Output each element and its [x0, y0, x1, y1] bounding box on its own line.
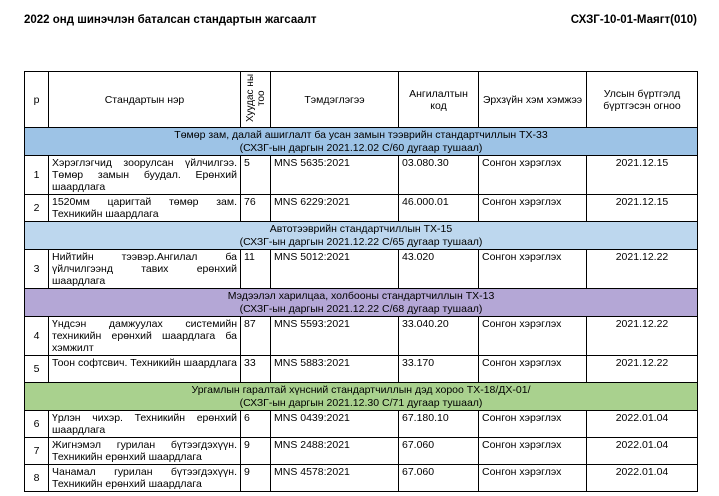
row-pages: 9 — [241, 465, 271, 492]
row-no: 4 — [25, 317, 49, 356]
row-name: Үндсэн дамжуулах системийн техникийн ерөнхий шаардлага ба хэмжилт — [49, 317, 241, 356]
row-pages: 5 — [241, 156, 271, 195]
section-order: (СХЗГ-ын даргын 2021.12.30 С/71 дугаар тушаал) — [239, 396, 483, 409]
row-name: Хэрэглэгчид зоорулсан үйлчилгээ. Төмөр замын буудал. Ерөнхий шаардлага — [49, 156, 241, 195]
row-name: Тоон софтсвич. Техникийн шаардлага — [49, 356, 241, 383]
row-classification: 33.040.20 — [399, 317, 479, 356]
section-title: Мэдээлэл харилцаа, холбооны стандартчиллын ТХ-13 — [227, 290, 495, 302]
row-designation: MNS 5012:2021 — [271, 250, 399, 289]
section-order: (СХЗГ-ын даргын 2021.12.22 С/68 дугаар тушаал) — [239, 302, 483, 315]
row-designation: MNS 6229:2021 — [271, 195, 399, 222]
row-classification: 46.000.01 — [399, 195, 479, 222]
row-classification: 03.080.30 — [399, 156, 479, 195]
row-pages: 6 — [241, 411, 271, 438]
section-title: Ургамлын гаралтай хүнсний стандартчиллын дэд хороо ТХ-18/ДХ-01/ — [191, 384, 531, 396]
row-registered: 2021.12.22 — [587, 250, 698, 289]
col-header-no: р — [25, 72, 49, 128]
row-no: 1 — [25, 156, 49, 195]
row-scope: Сонгон хэрэглэх — [479, 195, 587, 222]
row-scope: Сонгон хэрэглэх — [479, 250, 587, 289]
row-registered: 2022.01.04 — [587, 465, 698, 492]
row-classification: 67.180.10 — [399, 411, 479, 438]
row-no: 3 — [25, 250, 49, 289]
row-scope: Сонгон хэрэглэх — [479, 411, 587, 438]
col-header-name: Стандартын нэр — [49, 72, 241, 128]
document-title: 2022 онд шинэчлэн баталсан стандартын жагсаалт — [24, 14, 317, 26]
col-header-registered: Улсын бүртгэлд бүртгэсэн огноо — [587, 72, 698, 128]
row-no: 6 — [25, 411, 49, 438]
row-designation: MNS 5883:2021 — [271, 356, 399, 383]
table-row — [25, 465, 698, 492]
row-classification: 67.060 — [399, 465, 479, 492]
col-header-classification: Ангилалтын код — [399, 72, 479, 128]
col-header-scope: Эрхзүйн хэм хэмжээ — [479, 72, 587, 128]
form-code: СХЗГ-10-01-Маягт(010) — [570, 14, 697, 26]
col-header-designation: Тэмдэглэгээ — [271, 72, 399, 128]
row-registered: 2022.01.04 — [587, 411, 698, 438]
row-registered: 2022.01.04 — [587, 438, 698, 465]
row-no: 2 — [25, 195, 49, 222]
row-pages: 33 — [241, 356, 271, 383]
row-no: 8 — [25, 465, 49, 492]
row-scope: Сонгон хэрэглэх — [479, 356, 587, 383]
row-no: 5 — [25, 356, 49, 383]
row-classification: 67.060 — [399, 438, 479, 465]
row-pages: 11 — [241, 250, 271, 289]
row-designation: MNS 0439:2021 — [271, 411, 399, 438]
row-name: Жигнэмэл гурилан бүтээгдэхүүн. Техникийн ерөнхий шаардлага — [49, 438, 241, 465]
col-header-pages: Хуудас ны тоо — [241, 72, 271, 128]
row-designation: MNS 5635:2021 — [271, 156, 399, 195]
row-name: 1520мм царигтай төмөр зам. Техникийн шаардлага — [49, 195, 241, 222]
section-header — [25, 289, 698, 317]
section-header — [25, 128, 698, 156]
row-classification: 43.020 — [399, 250, 479, 289]
table-row — [25, 356, 698, 383]
row-designation: MNS 2488:2021 — [271, 438, 399, 465]
row-pages: 87 — [241, 317, 271, 356]
row-classification: 33.170 — [399, 356, 479, 383]
row-name: Үрлэн чихэр. Техникийн ерөнхий шаардлага — [49, 411, 241, 438]
section-title: Автотээврийн стандартчиллын ТХ-15 — [269, 223, 453, 235]
row-name: Нийтийн тээвэр.Ангилал ба үйлчилгээнд тавих ерөнхий шаардлага — [49, 250, 241, 289]
standards-table — [24, 71, 698, 492]
table-header-row — [25, 72, 698, 128]
section-header — [25, 383, 698, 411]
row-scope: Сонгон хэрэглэх — [479, 156, 587, 195]
row-pages: 76 — [241, 195, 271, 222]
row-scope: Сонгон хэрэглэх — [479, 317, 587, 356]
table-row — [25, 156, 698, 195]
table-row — [25, 195, 698, 222]
row-registered: 2021.12.15 — [587, 156, 698, 195]
table-row — [25, 411, 698, 438]
row-pages: 9 — [241, 438, 271, 465]
row-scope: Сонгон хэрэглэх — [479, 438, 587, 465]
row-registered: 2021.12.22 — [587, 317, 698, 356]
table-row — [25, 250, 698, 289]
section-title: Төмөр зам, далай ашиглалт ба усан замын тээврийн стандартчиллын ТХ-33 — [174, 129, 548, 141]
row-designation: MNS 4578:2021 — [271, 465, 399, 492]
row-registered: 2021.12.15 — [587, 195, 698, 222]
row-designation: MNS 5593:2021 — [271, 317, 399, 356]
section-order: (СХЗГ-ын даргын 2021.12.22 С/65 дугаар тушаал) — [239, 235, 483, 248]
row-registered: 2021.12.22 — [587, 356, 698, 383]
table-row — [25, 438, 698, 465]
row-no: 7 — [25, 438, 49, 465]
row-scope: Сонгон хэрэглэх — [479, 465, 587, 492]
section-header — [25, 222, 698, 250]
section-order: (СХЗГ-ын даргын 2021.12.02 С/60 дугаар тушаал) — [239, 141, 483, 154]
row-name: Чанамал гурилан бүтээгдэхүүн. Техникийн ерөнхий шаардлага — [49, 465, 241, 492]
table-row — [25, 317, 698, 356]
